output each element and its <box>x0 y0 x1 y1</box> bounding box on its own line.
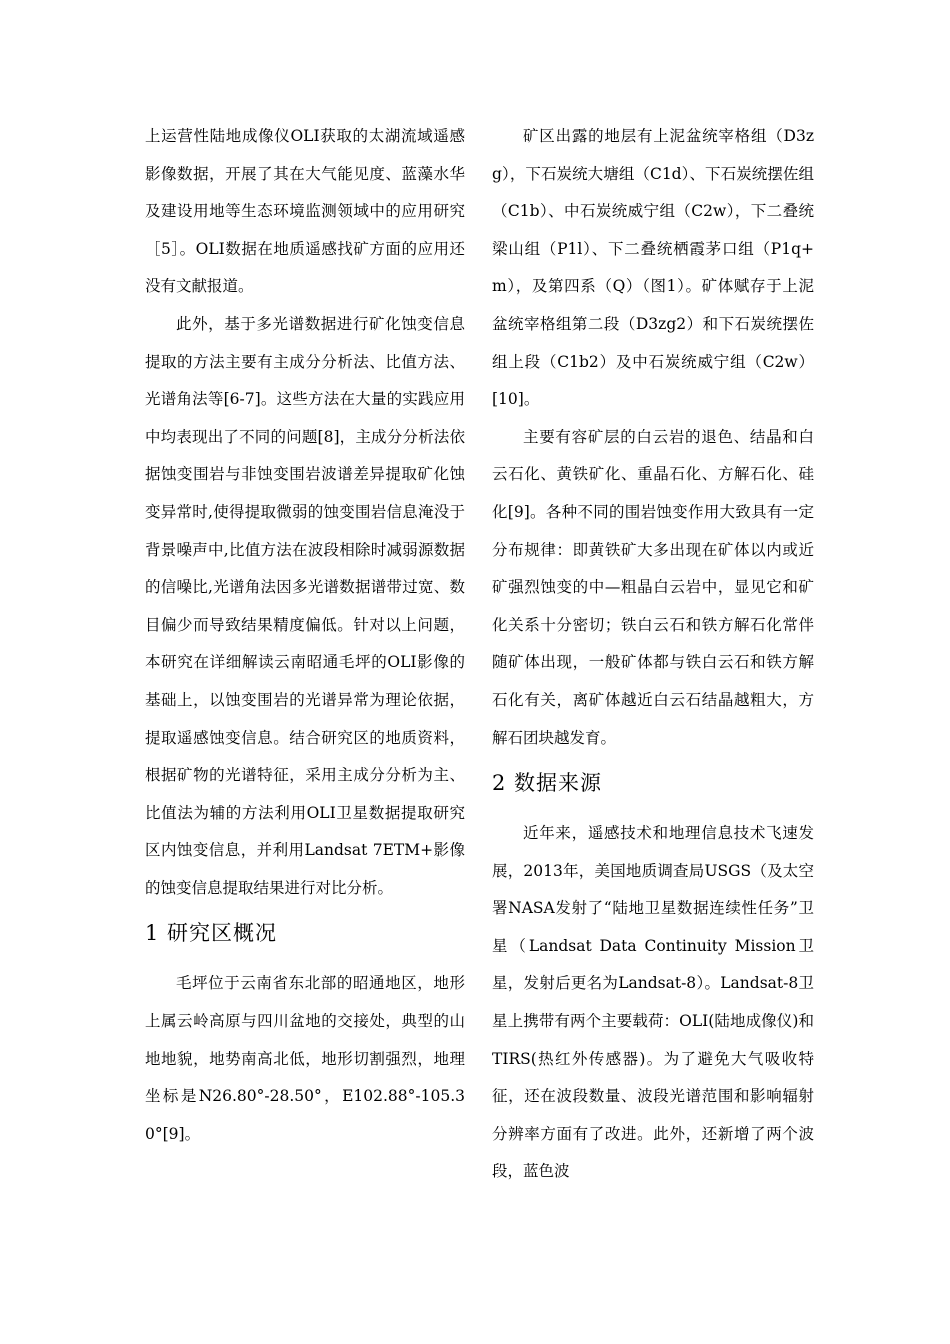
right-column <box>492 118 814 1191</box>
paragraph-alteration: 主要有容矿层的白云岩的退色、结晶和白云石化、黄铁矿化、重晶石化、方解石化、硅化[9]。各种不同的围岩蚀变作用大致具有一定分布规律：即黄铁矿大多出现在矿体以内或近矿强烈蚀变的中—粗晶白云岩中，显见它和矿化关系十分密切；铁白云石和铁方解石化常伴随矿体出现，一般矿体都与铁白云石和铁方解石化有关，离矿体越近白云石结晶越粗大，方解石团块越发育。 <box>492 427 814 747</box>
section-heading-data-source: 2 数据来源 <box>492 771 603 796</box>
paragraph-methods: 此外，基于多光谱数据进行矿化蚀变信息提取的方法主要有主成分分析法、比值方法、光谱角法等[6-7]。这些方法在大量的实践应用中均表现出了不同的问题[8]，主成分分析法依据蚀变围岩与非蚀变围岩波谱差异提取矿化蚀变异常时,使得提取微弱的蚀变围岩信息淹没于背景噪声中,比值方法在波段相除时减弱源数据的信噪比,光谱角法因多光谱数据谱带过宽、数目偏少而导致结果精度偏低。针对以上问题，本研究在详细解读云南昭通毛坪的OLI影像的基础上，以蚀变围岩的光谱异常为理论依据，提取遥感蚀变信息。结合研究区的地质资料，根据矿物的光谱特征，采用主成分分析为主、比值法为辅的方法利用OLI卫星数据提取研究区内蚀变信息，并利用Landsat 7ETM+影像的蚀变信息提取结果进行对比分析。 <box>145 314 465 897</box>
paragraph-strata: 矿区出露的地层有上泥盆统宰格组（D3zg），下石炭统大塘组（C1d）、下石炭统摆佐组（C1b）、中石炭统威宁组（C2w），下二叠统梁山组（P1l）、下二叠统栖霞茅口组（P1q+m），及第四系（Q）（图1）。矿体赋存于上泥盆统宰格组第二段（D3zg2）和下石炭统摆佐组上段（C1b2）及中石炭统威宁组（C2w）[10]。 <box>492 127 814 409</box>
paragraph-location: 毛坪位于云南省东北部的昭通地区，地形上属云岭高原与四川盆地的交接处，典型的山地地貌，地势南高北低，地形切割强烈，地理坐标是N26.80°-28.50°，E102.88°-105.30°[9]。 <box>145 974 465 1143</box>
paragraph-oli-intro-continued: 上运营性陆地成像仪OLI获取的太湖流域遥感影像数据，开展了其在大气能见度、蓝藻水华及建设用地等生态环境监测领域中的应用研究［5］。OLI数据在地质遥感找矿方面的应用还没有文献报道。 <box>145 127 465 296</box>
paragraph-landsat: 近年来，遥感技术和地理信息技术飞速发展，2013年，美国地质调查局USGS（及太空署NASA发射了“陆地卫星数据连续性任务”卫星（Landsat Data Continuity Mission卫星，发射后更名为Landsat-8）。Landsat-8卫星上携带有两个主要载荷：OLI(陆地成像仪)和TIRS(热红外传感器)。为了避免大气吸收特征，还在波段数量、波段光谱范围和影响辐射分辨率方面有了改进。此外，还新增了两个波段，蓝色波 <box>492 824 814 1181</box>
section-heading-study-area: 1 研究区概况 <box>145 921 278 946</box>
left-column <box>145 118 465 1153</box>
